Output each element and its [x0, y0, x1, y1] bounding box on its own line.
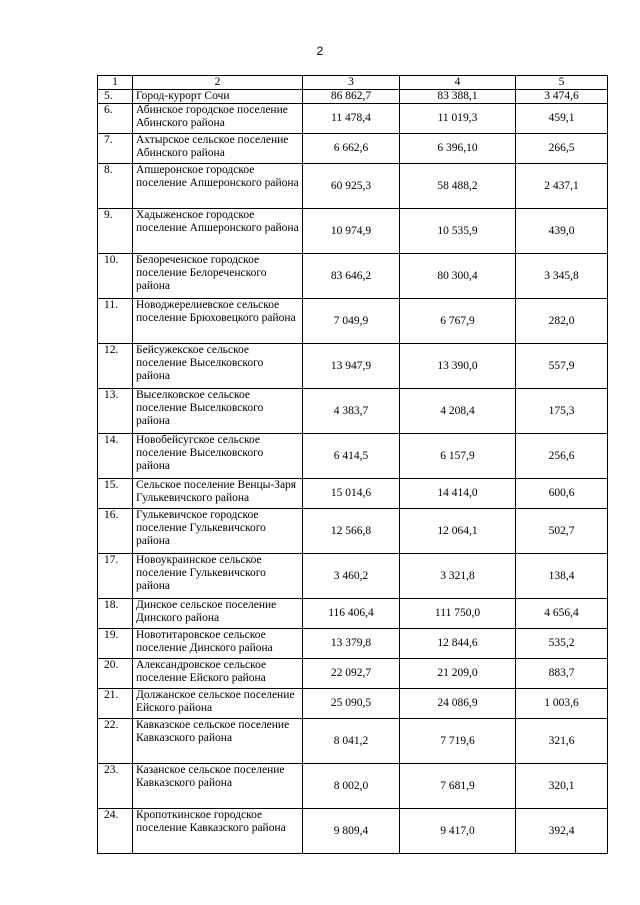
row-number-cell: 9.	[98, 209, 133, 254]
value-col4-cell: 6 396,10	[400, 134, 516, 164]
row-number-cell: 10.	[98, 254, 133, 299]
value-col4-cell: 11 019,3	[400, 104, 516, 134]
value-col4-cell: 9 417,0	[400, 809, 516, 854]
row-number-cell: 22.	[98, 719, 133, 764]
value-col5-cell: 266,5	[516, 134, 608, 164]
value-col4-cell: 13 390,0	[400, 344, 516, 389]
value-col4-cell: 58 488,2	[400, 164, 516, 209]
value-col5-cell: 321,6	[516, 719, 608, 764]
table-row	[98, 434, 608, 479]
value-col3-cell: 15 014,6	[303, 479, 400, 509]
header-cell: 5	[516, 76, 608, 90]
value-col3-cell: 13 947,9	[303, 344, 400, 389]
value-col3-cell: 6 414,5	[303, 434, 400, 479]
settlement-name-cell: Гулькевичское городское поселение Гулькевичского района	[133, 509, 303, 554]
settlement-name-cell: Новоукраинское сельское поселение Гулькевичского района	[133, 554, 303, 599]
settlement-name-cell: Бейсужекское сельское поселение Выселковского района	[133, 344, 303, 389]
row-number-cell: 11.	[98, 299, 133, 344]
value-col4-cell: 10 535,9	[400, 209, 516, 254]
value-col5-cell: 320,1	[516, 764, 608, 809]
value-col5-cell: 138,4	[516, 554, 608, 599]
table-row	[98, 764, 608, 809]
table-row	[98, 344, 608, 389]
row-number-cell: 23.	[98, 764, 133, 809]
value-col5-cell: 883,7	[516, 659, 608, 689]
value-col3-cell: 83 646,2	[303, 254, 400, 299]
allocation-table	[97, 75, 608, 854]
table-row	[98, 254, 608, 299]
value-col3-cell: 12 566,8	[303, 509, 400, 554]
settlement-name-cell: Кропоткинское городское поселение Кавказского района	[133, 809, 303, 854]
row-number-cell: 5.	[98, 90, 133, 104]
table-row	[98, 509, 608, 554]
value-col4-cell: 80 300,4	[400, 254, 516, 299]
table-row	[98, 479, 608, 509]
value-col3-cell: 60 925,3	[303, 164, 400, 209]
value-col3-cell: 13 379,8	[303, 629, 400, 659]
value-col5-cell: 4 656,4	[516, 599, 608, 629]
settlement-name-cell: Ахтырское сельское поселение Абинского района	[133, 134, 303, 164]
value-col3-cell: 4 383,7	[303, 389, 400, 434]
row-number-cell: 12.	[98, 344, 133, 389]
value-col3-cell: 8 002,0	[303, 764, 400, 809]
value-col5-cell: 557,9	[516, 344, 608, 389]
value-col3-cell: 7 049,9	[303, 299, 400, 344]
table-row	[98, 689, 608, 719]
value-col4-cell: 3 321,8	[400, 554, 516, 599]
table-row	[98, 299, 608, 344]
value-col3-cell: 10 974,9	[303, 209, 400, 254]
value-col3-cell: 8 041,2	[303, 719, 400, 764]
header-cell: 1	[98, 76, 133, 90]
value-col3-cell: 116 406,4	[303, 599, 400, 629]
value-col5-cell: 2 437,1	[516, 164, 608, 209]
settlement-name-cell: Казанское сельское поселение Кавказского района	[133, 764, 303, 809]
table-row	[98, 719, 608, 764]
value-col4-cell: 14 414,0	[400, 479, 516, 509]
row-number-cell: 18.	[98, 599, 133, 629]
value-col5-cell: 600,6	[516, 479, 608, 509]
table-row	[98, 134, 608, 164]
settlement-name-cell: Выселковское сельское поселение Выселковского района	[133, 389, 303, 434]
value-col4-cell: 83 388,1	[400, 90, 516, 104]
value-col4-cell: 21 209,0	[400, 659, 516, 689]
value-col3-cell: 6 662,6	[303, 134, 400, 164]
table-row	[98, 90, 608, 104]
value-col3-cell: 11 478,4	[303, 104, 400, 134]
value-col5-cell: 439,0	[516, 209, 608, 254]
value-col5-cell: 535,2	[516, 629, 608, 659]
value-col3-cell: 25 090,5	[303, 689, 400, 719]
value-col4-cell: 7 719,6	[400, 719, 516, 764]
settlement-name-cell: Новобейсугское сельское поселение Выселковского района	[133, 434, 303, 479]
settlement-name-cell: Новоджерелиевское сельское поселение Брюховецкого района	[133, 299, 303, 344]
value-col4-cell: 111 750,0	[400, 599, 516, 629]
value-col5-cell: 256,6	[516, 434, 608, 479]
table-row	[98, 389, 608, 434]
table-row	[98, 164, 608, 209]
value-col3-cell: 9 809,4	[303, 809, 400, 854]
row-number-cell: 14.	[98, 434, 133, 479]
page-number: 2	[316, 44, 324, 58]
value-col5-cell: 3 345,8	[516, 254, 608, 299]
settlement-name-cell: Город-курорт Сочи	[133, 90, 303, 104]
table-header-row	[98, 76, 608, 90]
value-col4-cell: 6 157,9	[400, 434, 516, 479]
value-col4-cell: 12 844,6	[400, 629, 516, 659]
value-col4-cell: 4 208,4	[400, 389, 516, 434]
settlement-name-cell: Новотитаровское сельское поселение Динского района	[133, 629, 303, 659]
row-number-cell: 15.	[98, 479, 133, 509]
table-row	[98, 599, 608, 629]
settlement-name-cell: Абинское городское поселение Абинского района	[133, 104, 303, 134]
value-col3-cell: 86 862,7	[303, 90, 400, 104]
table-row	[98, 809, 608, 854]
value-col4-cell: 24 086,9	[400, 689, 516, 719]
header-cell: 4	[400, 76, 516, 90]
value-col5-cell: 392,4	[516, 809, 608, 854]
header-cell: 2	[133, 76, 303, 90]
value-col5-cell: 3 474,6	[516, 90, 608, 104]
value-col3-cell: 22 092,7	[303, 659, 400, 689]
row-number-cell: 7.	[98, 134, 133, 164]
table-row	[98, 209, 608, 254]
value-col3-cell: 3 460,2	[303, 554, 400, 599]
settlement-name-cell: Сельское поселение Венцы-Заря Гулькевичского района	[133, 479, 303, 509]
row-number-cell: 21.	[98, 689, 133, 719]
row-number-cell: 16.	[98, 509, 133, 554]
table-row	[98, 104, 608, 134]
settlement-name-cell: Белореченское городское поселение Белореченского района	[133, 254, 303, 299]
settlement-name-cell: Динское сельское поселение Динского района	[133, 599, 303, 629]
value-col5-cell: 502,7	[516, 509, 608, 554]
table-row	[98, 659, 608, 689]
settlement-name-cell: Хадыженское городское поселение Апшеронского района	[133, 209, 303, 254]
value-col5-cell: 282,0	[516, 299, 608, 344]
row-number-cell: 17.	[98, 554, 133, 599]
value-col4-cell: 7 681,9	[400, 764, 516, 809]
settlement-name-cell: Александровское сельское поселение Ейского района	[133, 659, 303, 689]
header-cell: 3	[303, 76, 400, 90]
row-number-cell: 13.	[98, 389, 133, 434]
row-number-cell: 6.	[98, 104, 133, 134]
settlement-name-cell: Кавказское сельское поселение Кавказского района	[133, 719, 303, 764]
row-number-cell: 24.	[98, 809, 133, 854]
row-number-cell: 8.	[98, 164, 133, 209]
settlement-name-cell: Должанское сельское поселение Ейского района	[133, 689, 303, 719]
table-row	[98, 629, 608, 659]
row-number-cell: 20.	[98, 659, 133, 689]
row-number-cell: 19.	[98, 629, 133, 659]
value-col4-cell: 12 064,1	[400, 509, 516, 554]
table-row	[98, 554, 608, 599]
value-col5-cell: 459,1	[516, 104, 608, 134]
settlement-name-cell: Апшеронское городское поселение Апшеронского района	[133, 164, 303, 209]
value-col5-cell: 175,3	[516, 389, 608, 434]
value-col5-cell: 1 003,6	[516, 689, 608, 719]
value-col4-cell: 6 767,9	[400, 299, 516, 344]
